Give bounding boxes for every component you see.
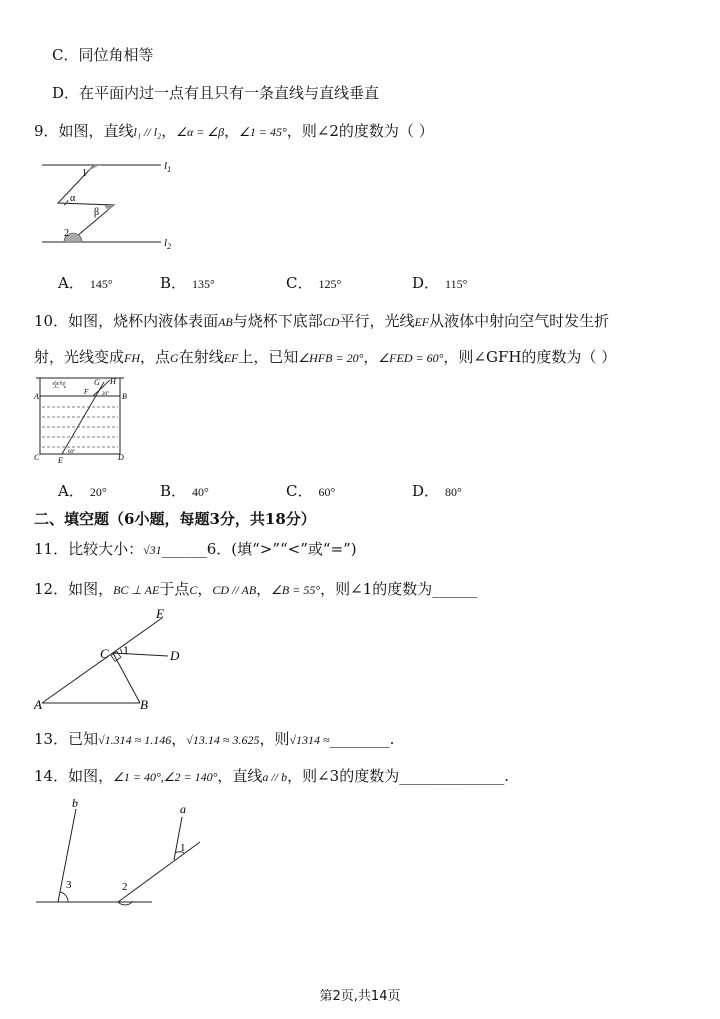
q10-option-d[interactable]: D． 80° (412, 482, 462, 500)
q10-stem-line1: 10．如图，烧杯内液体表面AB与烧杯下底部CD平行，光线EF从液体中射向空气时发生折 (34, 312, 610, 330)
q9-option-c[interactable]: C． 125° (286, 274, 342, 292)
q14-label-1: 1 (180, 842, 186, 854)
q10-option-a[interactable]: A． 20° (58, 482, 107, 500)
q14-figure (34, 795, 234, 915)
q10-option-b[interactable]: B． 40° (160, 482, 209, 500)
q12-label-a: A (34, 697, 42, 712)
q12-label-c: C (100, 646, 109, 661)
q12-label-e: E (156, 606, 164, 621)
q10-label-c: C (34, 453, 40, 462)
q10-figure (34, 376, 134, 466)
q10-option-c[interactable]: C． 60° (286, 482, 336, 500)
q9-label-alpha: α (70, 193, 76, 204)
q14-label-2: 2 (122, 881, 128, 893)
q14-blank[interactable]: ______________. (399, 767, 509, 785)
section-title: 二、填空题（6小题，每题3分，共18分） (34, 510, 316, 528)
q10-label-20: 20° (102, 392, 109, 397)
q10-label-air: 空气 (52, 381, 66, 389)
q14-stem: 14．如图，∠1 = 40°,∠2 = 140°，直线a // b，则∠3的度数为______________. (34, 767, 509, 785)
q11-blank[interactable]: ______ (161, 540, 207, 558)
q14-label-a: a (180, 802, 186, 816)
page-footer: 第2页,共14页 (319, 989, 401, 1004)
q10-stem-line2: 射，光线变成FH，点G在射线EF上，已知∠HFB = 20°，∠FED = 60°，则∠GFH的度数为（ ） (34, 348, 617, 366)
q14-label-3: 3 (66, 879, 72, 891)
q12-figure (34, 608, 204, 718)
q10-label-f: F (84, 388, 89, 396)
option-c-prev: C．同位角相等 (52, 46, 154, 64)
q9-figure (36, 155, 206, 255)
q9-option-a[interactable]: A． 145° (58, 274, 113, 292)
q10-label-h: H (110, 377, 116, 386)
q14-label-b: b (72, 796, 78, 810)
q9-option-b[interactable]: B． 135° (160, 274, 215, 292)
q12-label-d: D (170, 648, 180, 663)
q10-label-b: B (122, 392, 127, 401)
q10-label-g: G (94, 378, 100, 387)
q9-stem: 9．如图，直线l₁ // l₂，∠α = ∠β，∠1 = 45°，则∠2的度数为（ ） (34, 122, 434, 140)
q12-label-1: 1 (123, 643, 129, 657)
q12-stem: 12．如图，BC ⊥ AE于点C，CD // AB，∠B = 55°，则∠1的度数为______ (34, 580, 478, 598)
q9-option-d[interactable]: D． 115° (412, 274, 468, 292)
q9-label-l2: $l_2$ (164, 237, 172, 251)
q9-label-angle2: 2 (64, 228, 69, 239)
option-d-prev: D．在平面内过一点有且只有一条直线与直线垂直 (52, 84, 380, 102)
q10-label-a: A (34, 392, 39, 401)
q9-label-l1: $l_1$ (164, 160, 172, 174)
q10-label-60: 60° (68, 450, 75, 455)
q11-stem: 11．比较大小：√31______6．(填“>”“<”或“=”) (34, 540, 357, 558)
q10-label-d: D (118, 453, 124, 462)
q13-blank[interactable]: ________. (329, 730, 395, 748)
q10-label-e: E (58, 456, 63, 465)
q12-label-b: B (140, 697, 148, 712)
q9-label-angle1: 1 (82, 168, 87, 179)
q13-stem: 13．已知√1.314 ≈ 1.146，√13.14 ≈ 3.625，则√1314 ≈________. (34, 730, 395, 748)
q9-label-beta: β (94, 207, 100, 218)
